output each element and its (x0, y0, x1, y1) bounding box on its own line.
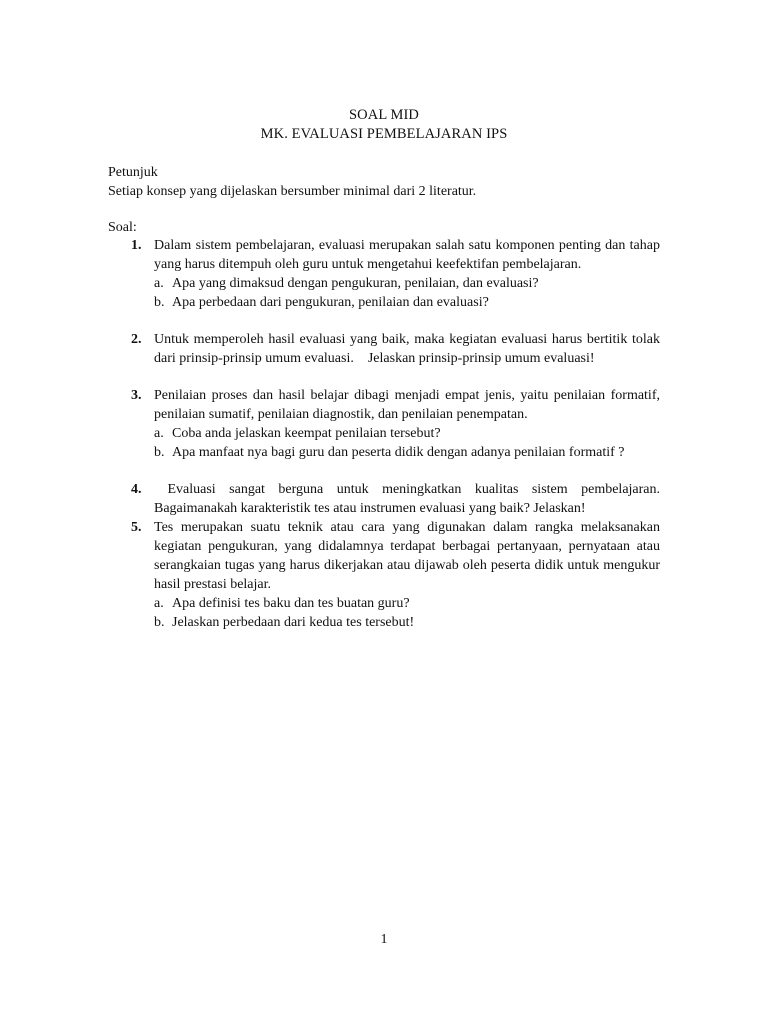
page-number: 1 (380, 932, 388, 947)
sub-question-text: Apa definisi tes baku dan tes buatan guru? (172, 596, 410, 611)
sub-question-text: Apa perbedaan dari pengukuran, penilaian dan evaluasi? (172, 295, 489, 310)
sub-question-text: Coba anda jelaskan keempat penilaian tersebut? (172, 426, 441, 441)
question-number: 4. (131, 482, 142, 497)
sub-question-letter: b. (154, 295, 165, 310)
sub-question (154, 594, 660, 613)
sub-question-letter: a. (154, 426, 164, 441)
question-5 (108, 518, 660, 632)
question-1 (108, 236, 660, 312)
sub-question (154, 293, 660, 312)
question-list (108, 236, 664, 632)
sub-question (154, 274, 660, 293)
instructions-text: Setiap konsep yang dijelaskan bersumber minimal dari 2 literatur. (108, 184, 477, 199)
soal-label: Soal: (108, 220, 137, 235)
question-text: Tes merupakan suatu teknik atau cara yang digunakan dalam rangka melaksanakan kegiatan pengukuran, yang didalamnya terdapat berbagai pertanyaan, pernyataan atau serangkaian tugas yang harus dikerjakan atau dijawab oleh peserta didik untuk mengukur hasil prestasi belajar. (154, 520, 660, 592)
sub-question-letter: b. (154, 445, 165, 460)
question-2 (108, 330, 664, 368)
sub-question (154, 443, 660, 462)
question-3 (108, 386, 660, 462)
document-title: SOAL MID (349, 107, 419, 123)
question-number: 1. (131, 238, 142, 253)
question-text: Untuk memperoleh hasil evaluasi yang baik, maka kegiatan evaluasi harus bertitik tolak dari prinsip-prinsip umum evaluasi. Jelaskan prinsip-prinsip umum evaluasi! (154, 332, 664, 366)
sub-question-text: Apa yang dimaksud dengan pengukuran, penilaian, dan evaluasi? (172, 276, 539, 291)
instructions-label: Petunjuk (108, 165, 158, 180)
question-number: 3. (131, 388, 142, 403)
question-text: Penilaian proses dan hasil belajar dibagi menjadi empat jenis, yaitu penilaian formatif, penilaian sumatif, penilaian diagnostik, dan penilaian penempatan. (154, 388, 660, 422)
sub-question-letter: a. (154, 596, 164, 611)
instructions-section (108, 163, 476, 201)
document-subtitle: MK. EVALUASI PEMBELAJARAN IPS (260, 126, 508, 142)
sub-question-text: Apa manfaat nya bagi guru dan peserta didik dengan adanya penilaian formatif ? (172, 445, 625, 460)
sub-question (154, 613, 660, 632)
sub-question (154, 424, 660, 443)
question-number: 5. (131, 520, 142, 535)
sub-question-letter: a. (154, 276, 164, 291)
sub-question-text: Jelaskan perbedaan dari kedua tes tersebut! (172, 615, 415, 630)
question-4 (108, 480, 664, 518)
question-text: Dalam sistem pembelajaran, evaluasi merupakan salah satu komponen penting dan tahap yang harus ditempuh oleh guru untuk mengetahui keefektifan pembelajaran. (154, 238, 660, 272)
question-text: Evaluasi sangat berguna untuk meningkatkan kualitas sistem pembelajaran. Bagaimanakah karakteristik tes atau instrumen evaluasi yang baik? Jelaskan! (154, 482, 664, 516)
document-header (0, 106, 768, 144)
sub-question-letter: b. (154, 615, 165, 630)
question-number: 2. (131, 332, 142, 347)
